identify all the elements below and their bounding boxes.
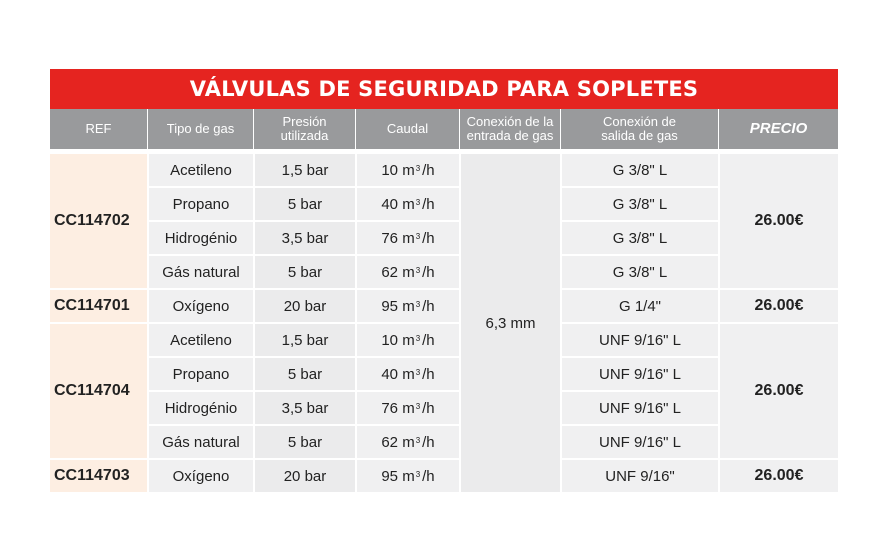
header-inlet xyxy=(460,109,561,149)
flow-unit: m xyxy=(402,365,415,383)
header-inlet-line1: Conexión de la xyxy=(466,114,554,129)
gas-type: Acetileno xyxy=(170,331,232,349)
gas-type-cell xyxy=(149,256,253,288)
flow-value: 76 xyxy=(381,229,399,247)
flow-unit-per-hour: /h xyxy=(422,297,435,315)
flow-unit: m xyxy=(402,331,415,349)
gas-type-cell xyxy=(149,324,253,356)
ref-cell xyxy=(50,324,147,458)
pressure-cell xyxy=(255,426,355,458)
outlet-value: UNF 9/16" xyxy=(605,467,675,485)
header-pressure-line2: utilizada xyxy=(280,128,329,143)
price-value: 26.00€ xyxy=(754,382,804,399)
flow-unit-per-hour: /h xyxy=(422,229,435,247)
flow-unit: m xyxy=(402,263,415,281)
gas-type: Oxígeno xyxy=(172,467,230,485)
flow-unit-exponent: 3 xyxy=(415,367,421,377)
flow-unit-exponent: 3 xyxy=(415,231,421,241)
flow-unit-per-hour: /h xyxy=(422,399,435,417)
pressure-cell xyxy=(255,290,355,322)
ref-code: CC114704 xyxy=(54,382,130,399)
outlet-cell xyxy=(562,188,718,220)
flow-cell xyxy=(357,392,459,424)
flow-unit-exponent: 3 xyxy=(415,469,421,479)
flow-unit: m xyxy=(402,433,415,451)
flow-cell xyxy=(357,324,459,356)
price-value: 26.00€ xyxy=(754,467,804,484)
header-outlet xyxy=(561,109,719,149)
outlet-value: G 3/8" L xyxy=(612,229,668,247)
flow-unit-exponent: 3 xyxy=(415,401,421,411)
gas-type: Propano xyxy=(172,365,230,383)
gas-type-cell xyxy=(149,222,253,254)
pressure-value: 20 bar xyxy=(283,297,327,315)
flow-unit-exponent: 3 xyxy=(415,333,421,343)
flow-unit-exponent: 3 xyxy=(415,265,421,275)
outlet-cell xyxy=(562,256,718,288)
pressure-value: 5 bar xyxy=(287,365,323,383)
flow-cell xyxy=(357,290,459,322)
flow-unit: m xyxy=(402,195,415,213)
pressure-value: 5 bar xyxy=(287,263,323,281)
header-inlet-line2: entrada de gas xyxy=(466,128,554,143)
price-value: 26.00€ xyxy=(754,212,804,229)
header-outlet-line2: salida de gas xyxy=(601,128,678,143)
pressure-cell xyxy=(255,154,355,186)
flow-value: 10 xyxy=(381,161,399,179)
flow-cell xyxy=(357,460,459,492)
price-value: 26.00€ xyxy=(754,297,804,314)
flow-value: 95 xyxy=(381,297,399,315)
flow-value: 76 xyxy=(381,399,399,417)
flow-value: 62 xyxy=(381,263,399,281)
flow-unit: m xyxy=(402,297,415,315)
gas-type-cell xyxy=(149,460,253,492)
outlet-cell xyxy=(562,222,718,254)
outlet-value: G 1/4" xyxy=(618,297,661,315)
outlet-cell xyxy=(562,154,718,186)
flow-unit-exponent: 3 xyxy=(415,197,421,207)
flow-unit-per-hour: /h xyxy=(422,161,435,179)
flow-unit-per-hour: /h xyxy=(422,433,435,451)
header-gas-type: Tipo de gas xyxy=(148,109,254,149)
outlet-value: G 3/8" L xyxy=(612,263,668,281)
gas-type-cell xyxy=(149,290,253,322)
flow-value: 10 xyxy=(381,331,399,349)
header-pressure-line1: Presión xyxy=(282,114,327,129)
outlet-cell xyxy=(562,290,718,322)
ref-cell xyxy=(50,290,147,322)
flow-unit: m xyxy=(402,467,415,485)
outlet-value: UNF 9/16" L xyxy=(598,331,682,349)
flow-cell xyxy=(357,426,459,458)
flow-unit-per-hour: /h xyxy=(422,331,435,349)
flow-unit-per-hour: /h xyxy=(422,467,435,485)
inlet-value: 6,3 mm xyxy=(485,314,536,332)
inlet-cell xyxy=(461,154,560,492)
ref-code: CC114701 xyxy=(54,297,130,314)
ref-code: CC114702 xyxy=(54,212,130,229)
header-price: PRECIO xyxy=(749,120,808,137)
outlet-cell xyxy=(562,460,718,492)
price-cell xyxy=(720,290,838,322)
gas-type-cell xyxy=(149,154,253,186)
gas-type: Propano xyxy=(172,195,230,213)
flow-cell xyxy=(357,222,459,254)
pressure-value: 3,5 bar xyxy=(281,399,329,417)
outlet-value: UNF 9/16" L xyxy=(598,365,682,383)
flow-unit-exponent: 3 xyxy=(415,299,421,309)
flow-cell xyxy=(357,154,459,186)
flow-unit: m xyxy=(402,399,415,417)
pressure-value: 5 bar xyxy=(287,433,323,451)
gas-type-cell xyxy=(149,426,253,458)
pressure-cell xyxy=(255,358,355,390)
outlet-cell xyxy=(562,324,718,356)
outlet-value: UNF 9/16" L xyxy=(598,433,682,451)
outlet-value: UNF 9/16" L xyxy=(598,399,682,417)
flow-value: 40 xyxy=(381,195,399,213)
gas-type: Gás natural xyxy=(162,433,240,451)
pressure-cell xyxy=(255,460,355,492)
table-title: VÁLVULAS DE SEGURIDAD PARA SOPLETES xyxy=(50,69,838,109)
flow-value: 95 xyxy=(381,467,399,485)
pressure-value: 1,5 bar xyxy=(281,331,329,349)
gas-type: Acetileno xyxy=(170,161,232,179)
flow-unit-per-hour: /h xyxy=(422,365,435,383)
outlet-cell xyxy=(562,358,718,390)
flow-unit-per-hour: /h xyxy=(422,263,435,281)
outlet-value: G 3/8" L xyxy=(612,195,668,213)
gas-type: Hidrogénio xyxy=(164,229,238,247)
price-cell xyxy=(720,460,838,492)
flow-value: 62 xyxy=(381,433,399,451)
pressure-value: 3,5 bar xyxy=(281,229,329,247)
ref-cell xyxy=(50,460,147,492)
outlet-value: G 3/8" L xyxy=(612,161,668,179)
gas-type: Hidrogénio xyxy=(164,399,238,417)
flow-unit-exponent: 3 xyxy=(415,435,421,445)
pressure-cell xyxy=(255,392,355,424)
pressure-value: 1,5 bar xyxy=(281,161,329,179)
flow-unit-per-hour: /h xyxy=(422,195,435,213)
pressure-cell xyxy=(255,256,355,288)
flow-value: 40 xyxy=(381,365,399,383)
gas-type-cell xyxy=(149,358,253,390)
flow-unit-exponent: 3 xyxy=(415,163,421,173)
gas-type-cell xyxy=(149,188,253,220)
ref-code: CC114703 xyxy=(54,467,130,484)
flow-unit: m xyxy=(402,161,415,179)
pressure-value: 5 bar xyxy=(287,195,323,213)
pressure-cell xyxy=(255,222,355,254)
flow-cell xyxy=(357,188,459,220)
price-cell xyxy=(720,154,838,288)
gas-type-cell xyxy=(149,392,253,424)
outlet-cell xyxy=(562,426,718,458)
flow-unit: m xyxy=(402,229,415,247)
pressure-cell xyxy=(255,188,355,220)
outlet-cell xyxy=(562,392,718,424)
ref-cell xyxy=(50,154,147,288)
header-ref: REF xyxy=(50,109,148,149)
price-cell xyxy=(720,324,838,458)
table-header xyxy=(50,109,838,149)
pressure-cell xyxy=(255,324,355,356)
flow-cell xyxy=(357,358,459,390)
flow-cell xyxy=(357,256,459,288)
header-outlet-line1: Conexión de xyxy=(603,114,676,129)
header-pressure xyxy=(254,109,356,149)
gas-type: Oxígeno xyxy=(172,297,230,315)
pressure-value: 20 bar xyxy=(283,467,327,485)
header-flow: Caudal xyxy=(356,109,460,149)
gas-type: Gás natural xyxy=(162,263,240,281)
